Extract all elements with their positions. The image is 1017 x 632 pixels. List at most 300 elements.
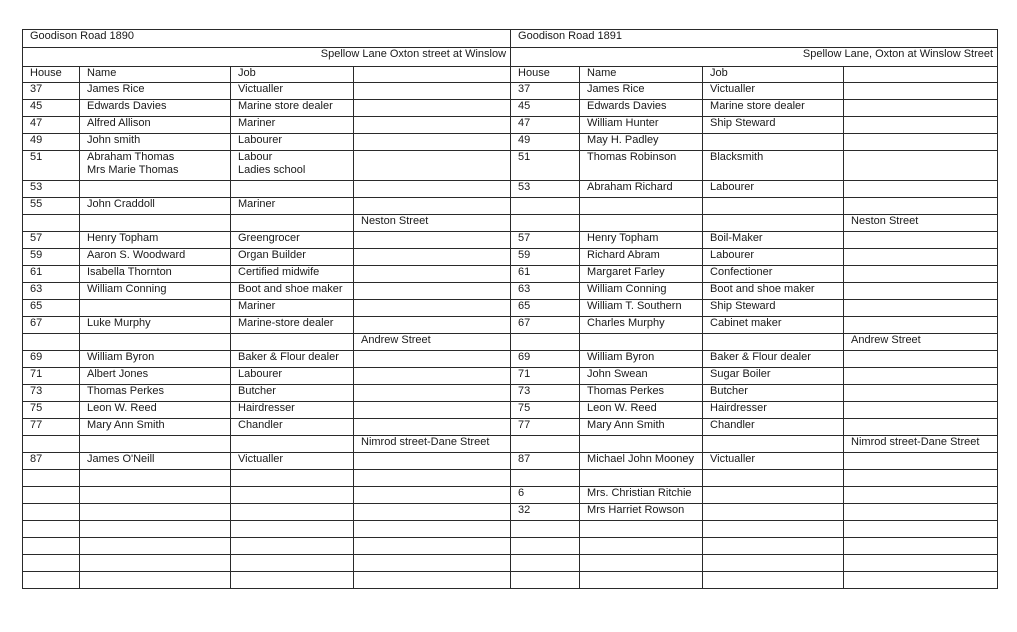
left-street-cell xyxy=(354,317,511,334)
right-job-line: Blacksmith xyxy=(710,151,764,163)
right-name-line: Mary Ann Smith xyxy=(587,419,665,431)
left-job-cell xyxy=(231,181,354,198)
left-name-line: Edwards Davies xyxy=(87,100,167,112)
right-house-cell xyxy=(511,198,580,215)
left-name-line: Mary Ann Smith xyxy=(87,419,165,431)
right-street-cell xyxy=(844,572,998,589)
left-house-cell: 51 xyxy=(23,151,80,181)
right-job-cell xyxy=(703,504,844,521)
right-house-cell: 59 xyxy=(511,249,580,266)
left-name-cell xyxy=(80,117,231,134)
right-job-cell xyxy=(703,215,844,232)
left-name-line: William Conning xyxy=(87,283,167,295)
right-name-cell xyxy=(580,83,703,100)
left-job-cell xyxy=(231,100,354,117)
right-name-cell xyxy=(580,232,703,249)
right-house-cell: 37 xyxy=(511,83,580,100)
left-street-cell xyxy=(354,351,511,368)
table-row xyxy=(23,232,998,249)
right-name-line: William Conning xyxy=(587,283,667,295)
right-name-cell xyxy=(580,283,703,300)
left-street-cell xyxy=(354,232,511,249)
left-street-cell xyxy=(354,487,511,504)
left-house-cell: 37 xyxy=(23,83,80,100)
table-row xyxy=(23,334,998,351)
left-job-cell xyxy=(231,402,354,419)
left-street-cell xyxy=(354,100,511,117)
left-house-cell: 59 xyxy=(23,249,80,266)
left-name-cell xyxy=(80,436,231,453)
right-house-cell xyxy=(511,470,580,487)
left-house-cell xyxy=(23,572,80,589)
left-house-cell: 53 xyxy=(23,181,80,198)
left-street-header xyxy=(354,67,511,83)
right-house-cell xyxy=(511,521,580,538)
left-name-line: James Rice xyxy=(87,83,145,95)
right-job-line: Ship Steward xyxy=(710,117,776,129)
right-name-cell xyxy=(580,453,703,470)
right-street-cell xyxy=(844,198,998,215)
right-name-cell xyxy=(580,317,703,334)
title-row xyxy=(23,30,998,48)
left-house-cell xyxy=(23,334,80,351)
left-house-cell: 63 xyxy=(23,283,80,300)
right-street-cell: Andrew Street xyxy=(844,334,998,351)
right-job-line: Sugar Boiler xyxy=(710,368,771,380)
left-job-cell xyxy=(231,300,354,317)
subtitle-row xyxy=(23,48,998,67)
left-job-cell xyxy=(231,504,354,521)
right-name-cell xyxy=(580,351,703,368)
left-job-line: Ladies school xyxy=(238,164,306,176)
right-name-line: May H. Padley xyxy=(587,134,659,146)
right-name-cell xyxy=(580,181,703,198)
right-house-cell: 6 xyxy=(511,487,580,504)
left-street-cell xyxy=(354,198,511,215)
left-job-cell xyxy=(231,198,354,215)
left-street-cell xyxy=(354,266,511,283)
right-name-cell xyxy=(580,504,703,521)
left-job-cell xyxy=(231,232,354,249)
right-house-cell: 77 xyxy=(511,419,580,436)
right-name-line: Margaret Farley xyxy=(587,266,665,278)
right-job-line: Boil-Maker xyxy=(710,232,763,244)
left-house-cell xyxy=(23,436,80,453)
left-name-cell xyxy=(80,317,231,334)
left-job-line: Victualler xyxy=(238,83,284,95)
right-name-header: Name xyxy=(580,67,703,83)
header-row xyxy=(23,67,998,83)
left-job-cell xyxy=(231,83,354,100)
left-job-line: Baker & Flour dealer xyxy=(238,351,339,363)
left-job-line: Marine-store dealer xyxy=(238,317,334,329)
right-street-header xyxy=(844,67,998,83)
right-house-cell: 51 xyxy=(511,151,580,181)
left-job-line: Chandler xyxy=(238,419,283,431)
right-house-cell xyxy=(511,334,580,351)
left-name-line: Aaron S. Woodward xyxy=(87,249,186,261)
right-name-line: Henry Topham xyxy=(587,232,659,244)
right-street-cell xyxy=(844,419,998,436)
right-street-cell xyxy=(844,453,998,470)
right-name-cell xyxy=(580,249,703,266)
left-name-cell xyxy=(80,419,231,436)
right-job-cell xyxy=(703,470,844,487)
left-name-line: James O'Neill xyxy=(87,453,155,465)
left-street-cell xyxy=(354,470,511,487)
right-job-cell xyxy=(703,100,844,117)
table-row xyxy=(23,300,998,317)
right-house-cell: 63 xyxy=(511,283,580,300)
left-name-line: William Byron xyxy=(87,351,155,363)
right-job-line: Confectioner xyxy=(710,266,773,278)
right-name-cell xyxy=(580,334,703,351)
right-street-cell xyxy=(844,266,998,283)
right-job-cell xyxy=(703,572,844,589)
right-street-cell xyxy=(844,283,998,300)
table-row xyxy=(23,181,998,198)
right-job-cell xyxy=(703,317,844,334)
left-house-cell: 69 xyxy=(23,351,80,368)
right-house-cell xyxy=(511,538,580,555)
left-job-header: Job xyxy=(231,67,354,83)
left-name-cell xyxy=(80,334,231,351)
left-job-line: Labourer xyxy=(238,134,283,146)
left-name-line: Thomas Perkes xyxy=(87,385,165,397)
left-house-cell: 47 xyxy=(23,117,80,134)
left-job-cell xyxy=(231,266,354,283)
left-job-line: Organ Builder xyxy=(238,249,306,261)
table-row xyxy=(23,351,998,368)
left-street-cell: Nimrod street-Dane Street xyxy=(354,436,511,453)
left-name-cell xyxy=(80,266,231,283)
right-name-line: Mrs. Christian Ritchie xyxy=(587,487,692,499)
left-street-cell: Neston Street xyxy=(354,215,511,232)
left-name-cell xyxy=(80,134,231,151)
left-job-cell xyxy=(231,151,354,181)
right-job-cell xyxy=(703,334,844,351)
table-row xyxy=(23,249,998,266)
left-house-cell xyxy=(23,504,80,521)
right-job-cell xyxy=(703,198,844,215)
left-street-cell xyxy=(354,453,511,470)
left-job-cell xyxy=(231,436,354,453)
right-street-cell xyxy=(844,402,998,419)
right-job-cell xyxy=(703,232,844,249)
right-job-line: Victualler xyxy=(710,453,756,465)
left-job-cell xyxy=(231,487,354,504)
right-house-cell: 47 xyxy=(511,117,580,134)
right-house-cell: 69 xyxy=(511,351,580,368)
left-subtitle: Spellow Lane Oxton street at Winslow xyxy=(23,48,511,67)
left-name-cell xyxy=(80,215,231,232)
left-street-cell xyxy=(354,181,511,198)
left-name-line: Henry Topham xyxy=(87,232,159,244)
left-street-cell xyxy=(354,385,511,402)
right-name-cell xyxy=(580,300,703,317)
left-name-cell xyxy=(80,151,231,181)
left-job-cell xyxy=(231,470,354,487)
left-job-cell xyxy=(231,555,354,572)
right-name-line: William T. Southern xyxy=(587,300,682,312)
left-name-cell xyxy=(80,368,231,385)
right-title: Goodison Road 1891 xyxy=(511,30,998,48)
right-name-cell xyxy=(580,134,703,151)
right-name-cell xyxy=(580,402,703,419)
right-house-cell: 75 xyxy=(511,402,580,419)
left-name-cell xyxy=(80,521,231,538)
table-row xyxy=(23,555,998,572)
right-name-line: William Byron xyxy=(587,351,655,363)
census-table xyxy=(22,29,998,589)
left-name-line: John smith xyxy=(87,134,141,146)
left-name-line: John Craddoll xyxy=(87,198,155,210)
left-house-cell xyxy=(23,538,80,555)
right-job-cell xyxy=(703,249,844,266)
left-job-cell xyxy=(231,283,354,300)
left-name-cell xyxy=(80,453,231,470)
table-row xyxy=(23,402,998,419)
left-house-cell: 87 xyxy=(23,453,80,470)
right-house-cell: 61 xyxy=(511,266,580,283)
right-street-cell xyxy=(844,232,998,249)
table-row xyxy=(23,385,998,402)
left-job-line: Greengrocer xyxy=(238,232,300,244)
left-job-cell xyxy=(231,419,354,436)
left-name-cell xyxy=(80,487,231,504)
left-street-cell xyxy=(354,538,511,555)
left-name-cell xyxy=(80,402,231,419)
left-name-line: Luke Murphy xyxy=(87,317,151,329)
right-house-cell: 57 xyxy=(511,232,580,249)
left-house-cell xyxy=(23,555,80,572)
right-name-cell xyxy=(580,215,703,232)
right-name-cell xyxy=(580,368,703,385)
right-name-cell xyxy=(580,538,703,555)
right-house-cell: 32 xyxy=(511,504,580,521)
left-name-cell xyxy=(80,300,231,317)
right-name-line: Thomas Robinson xyxy=(587,151,677,163)
right-job-line: Baker & Flour dealer xyxy=(710,351,811,363)
left-job-cell xyxy=(231,317,354,334)
right-job-line: Butcher xyxy=(710,385,748,397)
right-house-cell xyxy=(511,215,580,232)
left-house-cell xyxy=(23,215,80,232)
right-name-cell xyxy=(580,487,703,504)
left-job-line: Boot and shoe maker xyxy=(238,283,343,295)
left-house-cell: 75 xyxy=(23,402,80,419)
table-row xyxy=(23,317,998,334)
right-name-cell xyxy=(580,470,703,487)
left-name-line: Mrs Marie Thomas xyxy=(87,164,179,176)
left-name-line: Leon W. Reed xyxy=(87,402,157,414)
right-street-cell xyxy=(844,470,998,487)
right-house-cell: 71 xyxy=(511,368,580,385)
left-street-cell xyxy=(354,572,511,589)
table-row xyxy=(23,504,998,521)
left-street-cell xyxy=(354,504,511,521)
left-job-line: Certified midwife xyxy=(238,266,320,278)
table-row xyxy=(23,538,998,555)
right-job-cell xyxy=(703,351,844,368)
left-job-line: Mariner xyxy=(238,300,276,312)
right-name-line: William Hunter xyxy=(587,117,659,129)
table-row xyxy=(23,419,998,436)
left-name-cell xyxy=(80,555,231,572)
table-row xyxy=(23,117,998,134)
left-job-line: Mariner xyxy=(238,198,276,210)
right-name-cell xyxy=(580,521,703,538)
left-street-cell xyxy=(354,249,511,266)
left-house-cell: 67 xyxy=(23,317,80,334)
right-job-line: Ship Steward xyxy=(710,300,776,312)
table-row xyxy=(23,151,998,181)
left-name-header: Name xyxy=(80,67,231,83)
left-job-cell xyxy=(231,215,354,232)
right-job-line: Marine store dealer xyxy=(710,100,805,112)
left-job-cell xyxy=(231,538,354,555)
left-name-cell xyxy=(80,249,231,266)
right-job-cell xyxy=(703,538,844,555)
left-house-cell xyxy=(23,470,80,487)
left-job-cell xyxy=(231,368,354,385)
right-name-line: Richard Abram xyxy=(587,249,660,261)
right-job-line: Cabinet maker xyxy=(710,317,782,329)
left-house-cell: 57 xyxy=(23,232,80,249)
right-job-header: Job xyxy=(703,67,844,83)
right-street-cell xyxy=(844,385,998,402)
left-job-cell xyxy=(231,249,354,266)
left-name-line: Alfred Allison xyxy=(87,117,151,129)
right-name-cell xyxy=(580,151,703,181)
right-house-cell: 73 xyxy=(511,385,580,402)
left-job-cell xyxy=(231,521,354,538)
right-name-line: James Rice xyxy=(587,83,645,95)
left-name-cell xyxy=(80,538,231,555)
right-job-line: Victualler xyxy=(710,83,756,95)
right-street-cell xyxy=(844,151,998,181)
left-house-cell: 73 xyxy=(23,385,80,402)
right-job-cell xyxy=(703,436,844,453)
right-name-cell xyxy=(580,198,703,215)
left-name-cell xyxy=(80,504,231,521)
left-house-cell xyxy=(23,521,80,538)
right-street-cell xyxy=(844,300,998,317)
left-house-cell: 77 xyxy=(23,419,80,436)
left-job-cell xyxy=(231,453,354,470)
right-street-cell xyxy=(844,504,998,521)
right-street-cell xyxy=(844,555,998,572)
left-name-line: Abraham Thomas xyxy=(87,151,175,163)
table-row xyxy=(23,572,998,589)
right-street-cell xyxy=(844,100,998,117)
table-row xyxy=(23,266,998,283)
right-house-cell xyxy=(511,555,580,572)
right-street-cell xyxy=(844,134,998,151)
right-name-line: Thomas Perkes xyxy=(587,385,665,397)
table-row xyxy=(23,436,998,453)
right-name-cell xyxy=(580,117,703,134)
left-house-cell xyxy=(23,487,80,504)
left-name-cell xyxy=(80,283,231,300)
right-name-cell xyxy=(580,266,703,283)
right-job-cell xyxy=(703,453,844,470)
right-street-cell xyxy=(844,249,998,266)
right-job-cell xyxy=(703,555,844,572)
table-row xyxy=(23,368,998,385)
left-street-cell xyxy=(354,402,511,419)
right-house-cell: 67 xyxy=(511,317,580,334)
right-house-cell: 65 xyxy=(511,300,580,317)
right-job-line: Chandler xyxy=(710,419,755,431)
left-street-cell xyxy=(354,555,511,572)
right-name-cell xyxy=(580,419,703,436)
left-house-cell: 71 xyxy=(23,368,80,385)
left-job-cell xyxy=(231,334,354,351)
right-job-cell xyxy=(703,402,844,419)
left-street-cell: Andrew Street xyxy=(354,334,511,351)
left-name-cell xyxy=(80,385,231,402)
right-job-cell xyxy=(703,300,844,317)
left-name-cell xyxy=(80,351,231,368)
table-row xyxy=(23,100,998,117)
right-street-cell: Neston Street xyxy=(844,215,998,232)
right-job-cell xyxy=(703,181,844,198)
right-name-line: Abraham Richard xyxy=(587,181,673,193)
left-house-cell: 65 xyxy=(23,300,80,317)
table-row xyxy=(23,83,998,100)
left-street-cell xyxy=(354,117,511,134)
right-job-cell xyxy=(703,283,844,300)
right-street-cell xyxy=(844,117,998,134)
right-house-cell: 87 xyxy=(511,453,580,470)
left-name-cell xyxy=(80,470,231,487)
left-title: Goodison Road 1890 xyxy=(23,30,511,48)
left-job-line: Mariner xyxy=(238,117,276,129)
right-job-cell xyxy=(703,83,844,100)
right-name-cell xyxy=(580,385,703,402)
right-name-cell xyxy=(580,572,703,589)
right-job-line: Boot and shoe maker xyxy=(710,283,815,295)
left-name-cell xyxy=(80,181,231,198)
right-name-cell xyxy=(580,100,703,117)
right-house-cell: 49 xyxy=(511,134,580,151)
right-job-line: Hairdresser xyxy=(710,402,767,414)
right-street-cell xyxy=(844,317,998,334)
right-job-cell xyxy=(703,521,844,538)
right-job-cell xyxy=(703,368,844,385)
left-street-cell xyxy=(354,134,511,151)
left-job-line: Labour xyxy=(238,151,273,163)
table-row xyxy=(23,487,998,504)
right-name-cell xyxy=(580,555,703,572)
right-job-cell xyxy=(703,385,844,402)
left-street-cell xyxy=(354,419,511,436)
right-job-line: Labourer xyxy=(710,181,755,193)
census-sheet xyxy=(22,29,997,589)
table-row xyxy=(23,521,998,538)
right-name-line: Edwards Davies xyxy=(587,100,667,112)
left-name-cell xyxy=(80,83,231,100)
right-street-cell xyxy=(844,181,998,198)
right-street-cell xyxy=(844,521,998,538)
left-street-cell xyxy=(354,368,511,385)
left-name-cell xyxy=(80,198,231,215)
right-name-line: Mrs Harriet Rowson xyxy=(587,504,685,516)
right-name-line: John Swean xyxy=(587,368,648,380)
left-name-cell xyxy=(80,232,231,249)
right-job-cell xyxy=(703,151,844,181)
